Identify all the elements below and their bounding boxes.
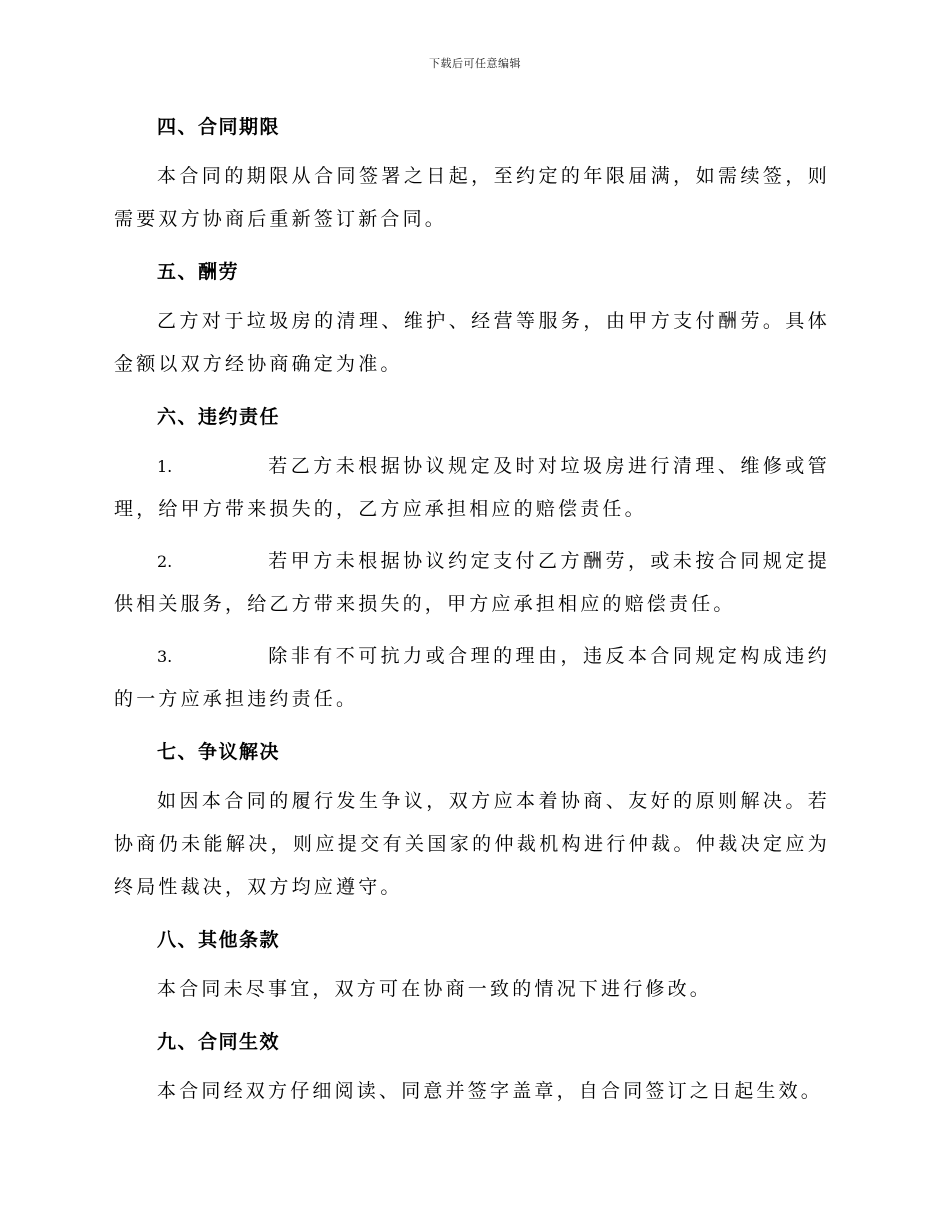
section-paragraph: 本合同的期限从合同签署之日起，至约定的年限届满，如需续签，则需要双方协商后重新签订新合同。 [114, 165, 830, 230]
list-item [114, 540, 830, 626]
section-liability [114, 398, 830, 721]
section-paragraph: 本合同经双方仔细阅读、同意并签字盖章，自合同签订之日起生效。 [157, 1080, 824, 1102]
section-paragraph: 本合同未尽事宜，双方可在协商一致的情况下进行修改。 [157, 978, 713, 1000]
document-body [114, 108, 830, 1113]
section-heading: 九、合同生效 [157, 1031, 281, 1053]
list-item-number: 2. [157, 552, 173, 571]
list-item-text: 除非有不可抗力或合理的理由，违反本合同规定构成违约的一方应承担违约责任。 [114, 645, 830, 710]
section-heading: 四、合同期限 [157, 116, 281, 138]
section-heading: 五、酬劳 [157, 261, 240, 283]
section-heading: 六、违约责任 [157, 406, 281, 428]
section-dispute [114, 733, 830, 909]
section-term [114, 108, 830, 241]
section-heading: 七、争议解决 [157, 741, 281, 763]
section-effectiveness [114, 1023, 830, 1113]
section-other-terms [114, 921, 830, 1011]
section-paragraph: 乙方对于垃圾房的清理、维护、经营等服务，由甲方支付酬劳。具体金额以双方经协商确定为准。 [114, 310, 830, 375]
section-heading: 八、其他条款 [157, 929, 281, 951]
list-item-number: 1. [157, 457, 173, 476]
list-item-text: 若甲方未根据协议约定支付乙方酬劳，或未按合同规定提供相关服务，给乙方带来损失的，甲方应承担相应的赔偿责任。 [114, 550, 830, 615]
page-header-note: 下载后可任意编辑 [429, 57, 521, 70]
section-paragraph: 如因本合同的履行发生争议，双方应本着协商、友好的原则解决。若协商仍未能解决，则应提交有关国家的仲裁机构进行仲裁。仲裁决定应为终局性裁决，双方均应遵守。 [114, 790, 830, 898]
list-item-text: 若乙方未根据协议规定及时对垃圾房进行清理、维修或管理，给甲方带来损失的，乙方应承担相应的赔偿责任。 [114, 455, 830, 520]
list-item-number: 3. [157, 647, 173, 666]
section-remuneration [114, 253, 830, 386]
list-item [114, 635, 830, 721]
list-item [114, 445, 830, 531]
